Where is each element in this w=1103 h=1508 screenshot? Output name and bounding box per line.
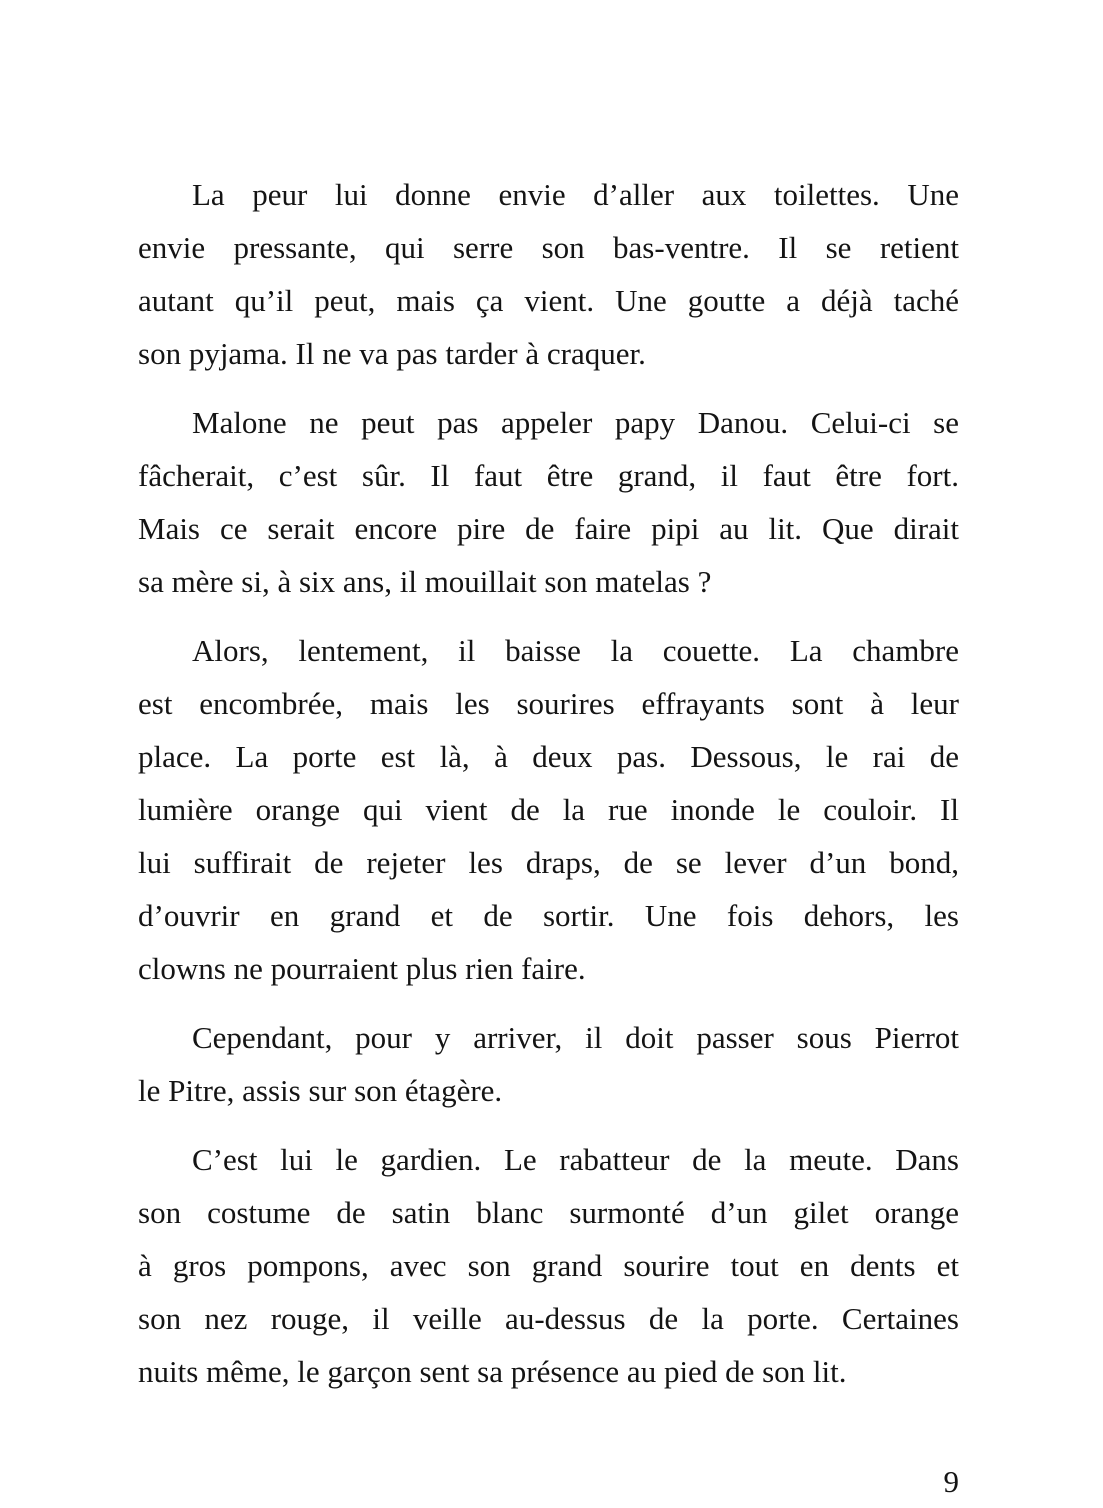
text-line: Mais ce serait encore pire de faire pipi au lit. Que dirait (138, 511, 959, 546)
text-line: fâcherait, c’est sûr. Il faut être grand, il faut être fort. (138, 458, 959, 493)
text-line: C’est lui le gardien. Le rabatteur de la meute. Dans (192, 1142, 959, 1177)
text-line: son nez rouge, il veille au-dessus de la porte. Certaines (138, 1301, 959, 1336)
text-line: Alors, lentement, il baisse la couette. La chambre (192, 633, 959, 668)
text-line: est encombrée, mais les sourires effrayants sont à leur (138, 686, 959, 721)
text-line: nuits même, le garçon sent sa présence au pied de son lit. (138, 1354, 847, 1389)
text-line: clowns ne pourraient plus rien faire. (138, 951, 586, 986)
book-page (138, 168, 959, 1508)
text-line: place. La porte est là, à deux pas. Dessous, le rai de (138, 739, 959, 774)
text-line: d’ouvrir en grand et de sortir. Une fois dehors, les (138, 898, 959, 933)
text-line: Cependant, pour y arriver, il doit passer sous Pierrot (192, 1020, 959, 1055)
text-line: sa mère si, à six ans, il mouillait son matelas ? (138, 564, 712, 599)
page-number: 9 (943, 1464, 959, 1499)
text-line: envie pressante, qui serre son bas-ventre. Il se retient (138, 230, 959, 265)
text-line: le Pitre, assis sur son étagère. (138, 1073, 503, 1108)
text-line: son pyjama. Il ne va pas tarder à craquer. (138, 336, 646, 371)
text-line: autant qu’il peut, mais ça vient. Une goutte a déjà taché (138, 283, 959, 318)
text-line: son costume de satin blanc surmonté d’un gilet orange (138, 1195, 959, 1230)
text-line: Malone ne peut pas appeler papy Danou. Celui-ci se (192, 405, 959, 440)
text-line: lumière orange qui vient de la rue inonde le couloir. Il (138, 792, 959, 827)
text-line: La peur lui donne envie d’aller aux toilettes. Une (192, 177, 959, 212)
text-line: à gros pompons, avec son grand sourire tout en dents et (138, 1248, 959, 1283)
text-line: lui suffirait de rejeter les draps, de se lever d’un bond, (138, 845, 959, 880)
